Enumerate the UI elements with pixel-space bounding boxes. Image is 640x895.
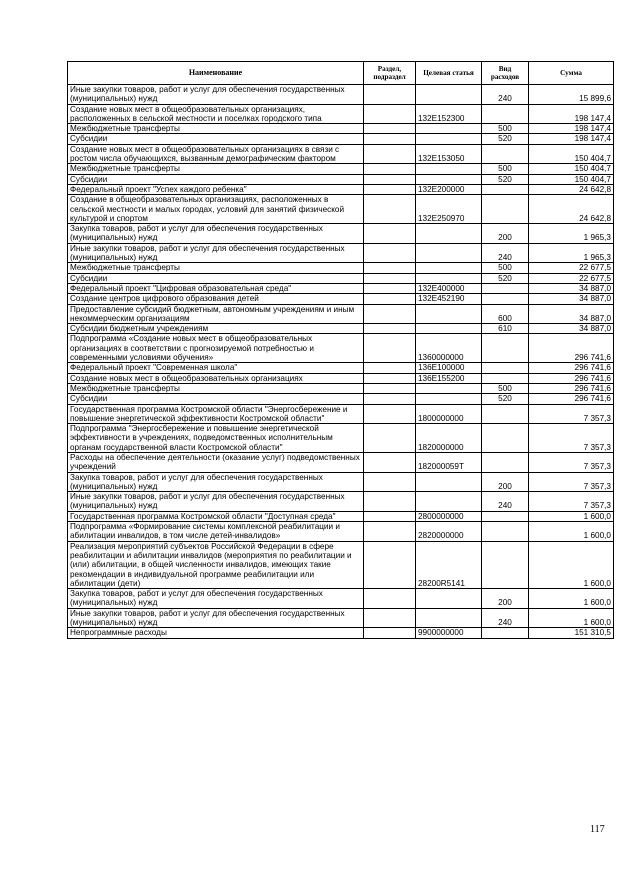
row-section-cell: [364, 144, 416, 164]
row-expense-cell: [482, 283, 529, 293]
row-expense-cell: [482, 144, 529, 164]
row-target-cell: 132E452190: [416, 294, 482, 304]
table-header-row: [68, 62, 614, 85]
row-section-cell: [364, 472, 416, 492]
row-sum-cell: 198 147,4: [529, 104, 614, 124]
row-sum-cell: 24 642,8: [529, 195, 614, 224]
row-section-cell: [364, 541, 416, 588]
row-expense-cell: 500: [482, 263, 529, 273]
table-row: [68, 373, 614, 383]
row-name-cell: Закупка товаров, работ и услуг для обеспечения государственных (муниципальных) нужд: [68, 224, 364, 244]
table-row: [68, 85, 614, 105]
row-section-cell: [364, 304, 416, 324]
table-row: [68, 383, 614, 393]
row-sum-cell: 198 147,4: [529, 124, 614, 134]
row-section-cell: [364, 273, 416, 283]
row-expense-cell: [482, 541, 529, 588]
row-section-cell: [364, 383, 416, 393]
row-name-cell: Создание в общеобразовательных организациях, расположенных в сельской местности и малых городах, условий для занятий физической культурой и спортом: [68, 195, 364, 224]
row-name-cell: Создание новых мест в общеобразовательных организациях в связи с ростом числа обучающихся, вызванным демографическим фактором: [68, 144, 364, 164]
header-section: Раздел, подраздел: [364, 62, 416, 85]
row-target-cell: 1360000000: [416, 334, 482, 363]
row-sum-cell: 15 899,6: [529, 85, 614, 105]
table-row: [68, 492, 614, 512]
row-sum-cell: 296 741,6: [529, 394, 614, 404]
row-section-cell: [364, 334, 416, 363]
row-target-cell: [416, 124, 482, 134]
table-row: [68, 334, 614, 363]
row-section-cell: [364, 184, 416, 194]
row-expense-cell: [482, 294, 529, 304]
row-name-cell: Федеральный проект "Цифровая образовательная среда": [68, 283, 364, 293]
table-row: [68, 104, 614, 124]
row-expense-cell: [482, 373, 529, 383]
row-section-cell: [364, 283, 416, 293]
row-target-cell: [416, 224, 482, 244]
row-section-cell: [364, 608, 416, 628]
row-name-cell: Субсидии: [68, 273, 364, 283]
row-section-cell: [364, 511, 416, 521]
table-row: [68, 424, 614, 453]
budget-table: [67, 61, 614, 639]
row-expense-cell: 610: [482, 324, 529, 334]
row-sum-cell: 24 642,8: [529, 184, 614, 194]
row-target-cell: 136E155200: [416, 373, 482, 383]
row-name-cell: Закупка товаров, работ и услуг для обеспечения государственных (муниципальных) нужд: [68, 472, 364, 492]
row-section-cell: [364, 164, 416, 174]
row-sum-cell: 34 887,0: [529, 283, 614, 293]
row-expense-cell: 600: [482, 304, 529, 324]
row-sum-cell: 22 677,5: [529, 273, 614, 283]
row-name-cell: Создание центров цифрового образования детей: [68, 294, 364, 304]
row-sum-cell: 7 357,3: [529, 492, 614, 512]
row-expense-cell: [482, 363, 529, 373]
row-target-cell: [416, 243, 482, 263]
row-sum-cell: 7 357,3: [529, 404, 614, 424]
row-section-cell: [364, 522, 416, 542]
header-expense: Вид расходов: [482, 62, 529, 85]
row-expense-cell: 500: [482, 383, 529, 393]
row-name-cell: Закупка товаров, работ и услуг для обеспечения государственных (муниципальных) нужд: [68, 589, 364, 609]
table-row: [68, 224, 614, 244]
row-expense-cell: [482, 628, 529, 638]
row-target-cell: [416, 273, 482, 283]
row-target-cell: [416, 85, 482, 105]
row-section-cell: [364, 628, 416, 638]
row-target-cell: [416, 324, 482, 334]
table-row: [68, 124, 614, 134]
row-target-cell: 182000059T: [416, 452, 482, 472]
table-row: [68, 164, 614, 174]
row-target-cell: [416, 394, 482, 404]
row-target-cell: [416, 174, 482, 184]
row-sum-cell: 1 600,0: [529, 511, 614, 521]
row-expense-cell: 200: [482, 224, 529, 244]
row-sum-cell: 1 600,0: [529, 589, 614, 609]
row-name-cell: Межбюджетные трансферты: [68, 164, 364, 174]
row-sum-cell: 151 310,5: [529, 628, 614, 638]
row-section-cell: [364, 404, 416, 424]
row-sum-cell: 1 600,0: [529, 541, 614, 588]
row-target-cell: 132E153050: [416, 144, 482, 164]
row-sum-cell: 296 741,6: [529, 383, 614, 393]
table-row: [68, 472, 614, 492]
row-sum-cell: 296 741,6: [529, 363, 614, 373]
row-expense-cell: [482, 184, 529, 194]
row-name-cell: Федеральный проект "Успех каждого ребенка": [68, 184, 364, 194]
row-target-cell: [416, 134, 482, 144]
row-sum-cell: 1 600,0: [529, 522, 614, 542]
row-section-cell: [364, 394, 416, 404]
row-target-cell: 132E250970: [416, 195, 482, 224]
row-name-cell: Субсидии: [68, 134, 364, 144]
row-target-cell: 132E400000: [416, 283, 482, 293]
row-expense-cell: 520: [482, 134, 529, 144]
row-sum-cell: 7 357,3: [529, 424, 614, 453]
table-row: [68, 394, 614, 404]
row-section-cell: [364, 324, 416, 334]
row-target-cell: 132E152300: [416, 104, 482, 124]
row-sum-cell: 1 965,3: [529, 243, 614, 263]
row-section-cell: [364, 104, 416, 124]
row-sum-cell: 150 404,7: [529, 144, 614, 164]
row-name-cell: Создание новых мест в общеобразовательных организациях: [68, 373, 364, 383]
row-sum-cell: 150 404,7: [529, 174, 614, 184]
row-expense-cell: 520: [482, 273, 529, 283]
row-section-cell: [364, 85, 416, 105]
row-expense-cell: 200: [482, 589, 529, 609]
table-row: [68, 184, 614, 194]
row-section-cell: [364, 263, 416, 273]
table-body: [68, 85, 614, 639]
row-name-cell: Межбюджетные трансферты: [68, 383, 364, 393]
row-name-cell: Субсидии бюджетным учреждениям: [68, 324, 364, 334]
row-name-cell: Непрограммные расходы: [68, 628, 364, 638]
row-target-cell: 1820000000: [416, 424, 482, 453]
row-expense-cell: 200: [482, 472, 529, 492]
row-expense-cell: 240: [482, 85, 529, 105]
row-section-cell: [364, 424, 416, 453]
table-row: [68, 294, 614, 304]
row-name-cell: Иные закупки товаров, работ и услуг для обеспечения государственных (муниципальных) нужд: [68, 608, 364, 628]
row-expense-cell: 240: [482, 243, 529, 263]
row-name-cell: Подпрограмма «Формирование системы комплексной реабилитации и абилитации инвалидов, в том числе детей-инвалидов»: [68, 522, 364, 542]
row-target-cell: 1800000000: [416, 404, 482, 424]
row-expense-cell: [482, 452, 529, 472]
table-row: [68, 273, 614, 283]
table-row: [68, 608, 614, 628]
row-sum-cell: 7 357,3: [529, 452, 614, 472]
row-target-cell: [416, 164, 482, 174]
row-sum-cell: 7 357,3: [529, 472, 614, 492]
row-expense-cell: 500: [482, 124, 529, 134]
row-section-cell: [364, 589, 416, 609]
row-name-cell: Государственная программа Костромской области "Доступная среда": [68, 511, 364, 521]
row-sum-cell: 34 887,0: [529, 304, 614, 324]
row-expense-cell: [482, 522, 529, 542]
table-row: [68, 522, 614, 542]
row-sum-cell: 34 887,0: [529, 324, 614, 334]
row-section-cell: [364, 174, 416, 184]
row-name-cell: Подпрограмма "Энергосбережение и повышение энергетической эффективности в учреждениях, подведомственных исполнительным органам государственной власти Костромской области": [68, 424, 364, 453]
row-sum-cell: 34 887,0: [529, 294, 614, 304]
table-row: [68, 304, 614, 324]
row-section-cell: [364, 492, 416, 512]
row-name-cell: Субсидии: [68, 394, 364, 404]
row-name-cell: Создание новых мест в общеобразовательных организациях, расположенных в сельской местности и поселках городского типа: [68, 104, 364, 124]
row-sum-cell: 296 741,6: [529, 334, 614, 363]
row-target-cell: 2820000000: [416, 522, 482, 542]
row-section-cell: [364, 294, 416, 304]
table-row: [68, 404, 614, 424]
row-expense-cell: [482, 104, 529, 124]
row-target-cell: [416, 383, 482, 393]
table-row: [68, 628, 614, 638]
row-name-cell: Иные закупки товаров, работ и услуг для обеспечения государственных (муниципальных) нужд: [68, 243, 364, 263]
row-name-cell: Иные закупки товаров, работ и услуг для обеспечения государственных (муниципальных) нужд: [68, 492, 364, 512]
table-row: [68, 363, 614, 373]
row-expense-cell: [482, 404, 529, 424]
row-sum-cell: 296 741,6: [529, 373, 614, 383]
row-target-cell: [416, 492, 482, 512]
row-target-cell: 2800000000: [416, 511, 482, 521]
row-target-cell: 136E100000: [416, 363, 482, 373]
table-row: [68, 134, 614, 144]
row-section-cell: [364, 363, 416, 373]
row-name-cell: Субсидии: [68, 174, 364, 184]
row-name-cell: Государственная программа Костромской области "Энергосбережение и повышение энергетической эффективности Костромской области": [68, 404, 364, 424]
row-target-cell: [416, 608, 482, 628]
table-row: [68, 541, 614, 588]
row-section-cell: [364, 452, 416, 472]
row-section-cell: [364, 134, 416, 144]
row-target-cell: [416, 472, 482, 492]
row-target-cell: 132E200000: [416, 184, 482, 194]
table-row: [68, 144, 614, 164]
page-number: 117: [590, 824, 605, 835]
row-name-cell: Расходы на обеспечение деятельности (оказание услуг) подведомственных учреждений: [68, 452, 364, 472]
row-expense-cell: [482, 195, 529, 224]
row-name-cell: Межбюджетные трансферты: [68, 263, 364, 273]
row-expense-cell: [482, 424, 529, 453]
row-target-cell: [416, 304, 482, 324]
row-sum-cell: 198 147,4: [529, 134, 614, 144]
row-expense-cell: [482, 511, 529, 521]
row-name-cell: Иные закупки товаров, работ и услуг для обеспечения государственных (муниципальных) нужд: [68, 85, 364, 105]
row-section-cell: [364, 124, 416, 134]
header-target: Целевая статья: [416, 62, 482, 85]
table-row: [68, 324, 614, 334]
row-target-cell: [416, 263, 482, 273]
row-target-cell: 9900000000: [416, 628, 482, 638]
row-expense-cell: 240: [482, 492, 529, 512]
row-expense-cell: 520: [482, 394, 529, 404]
row-expense-cell: 240: [482, 608, 529, 628]
row-sum-cell: 22 677,5: [529, 263, 614, 273]
row-section-cell: [364, 224, 416, 244]
row-section-cell: [364, 373, 416, 383]
row-name-cell: Предоставление субсидий бюджетным, автономным учреждениям и иным некоммерческим организациям: [68, 304, 364, 324]
header-name: Наименование: [68, 62, 364, 85]
row-name-cell: Межбюджетные трансферты: [68, 124, 364, 134]
row-target-cell: [416, 589, 482, 609]
row-section-cell: [364, 195, 416, 224]
row-name-cell: Подпрограмма «Создание новых мест в общеобразовательных организациях в соответствии с прогнозируемой потребностью и современными условиями обучения»: [68, 334, 364, 363]
table-row: [68, 174, 614, 184]
table-row: [68, 511, 614, 521]
row-expense-cell: [482, 334, 529, 363]
row-sum-cell: 1 965,3: [529, 224, 614, 244]
row-expense-cell: 500: [482, 164, 529, 174]
row-target-cell: 28200R5141: [416, 541, 482, 588]
table-row: [68, 452, 614, 472]
row-sum-cell: 1 600,0: [529, 608, 614, 628]
row-name-cell: Федеральный проект "Современная школа": [68, 363, 364, 373]
table-row: [68, 283, 614, 293]
table-row: [68, 195, 614, 224]
row-expense-cell: 520: [482, 174, 529, 184]
table-row: [68, 589, 614, 609]
table-row: [68, 263, 614, 273]
row-name-cell: Реализация мероприятий субъектов Российской Федерации в сфере реабилитации и абилитации инвалидов (мероприятия по реабилитации и (или) абилитации, в общей численности инвалидов, имеющих такие рекомендации в индивидуальной программе реабилитации или абилитации (дети): [68, 541, 364, 588]
table-row: [68, 243, 614, 263]
header-sum: Сумма: [529, 62, 614, 85]
row-sum-cell: 150 404,7: [529, 164, 614, 174]
row-section-cell: [364, 243, 416, 263]
